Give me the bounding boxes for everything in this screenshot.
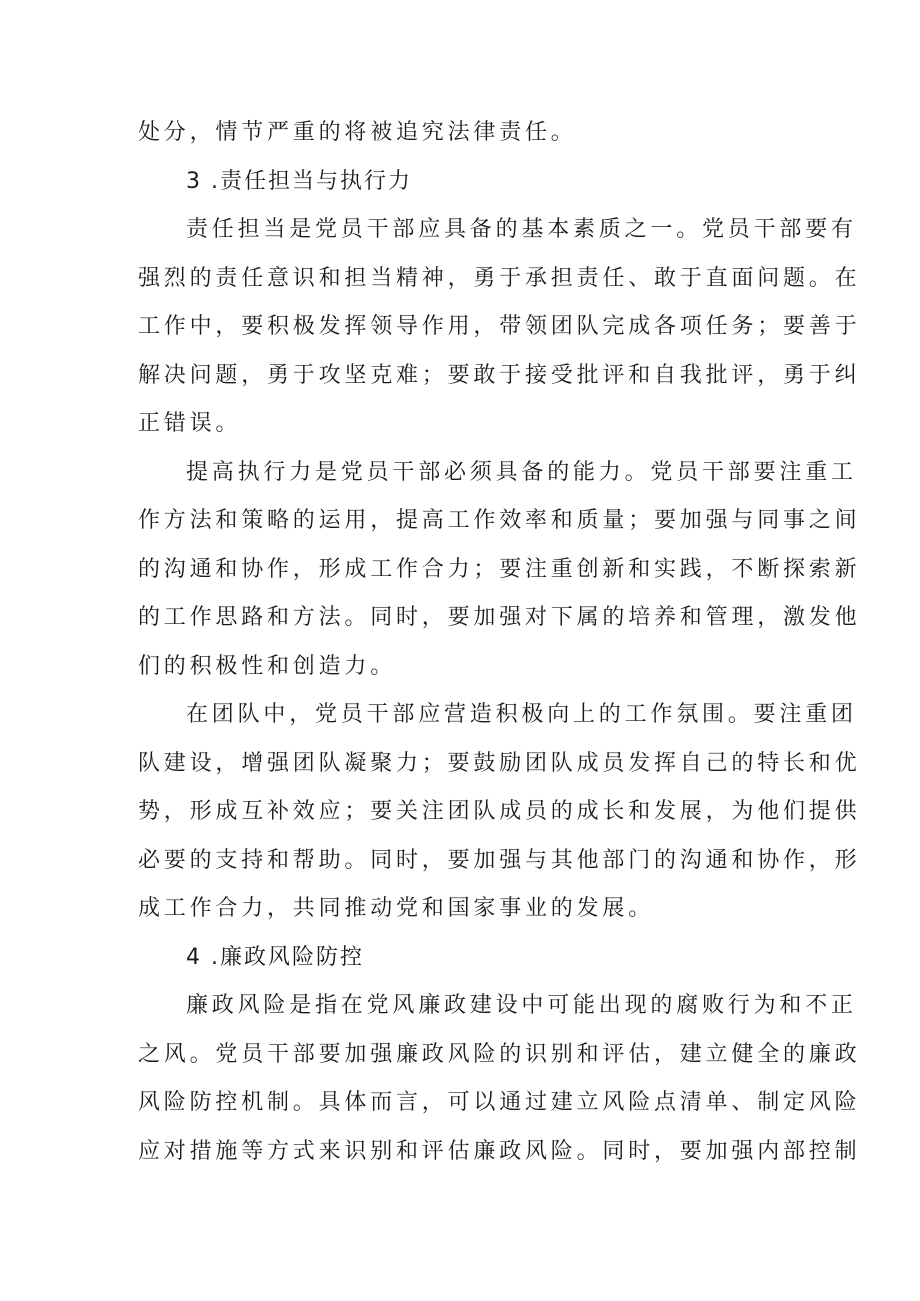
paragraph-line: 工作中，要积极发挥领导作用，带领团队完成各项任务；要善于	[138, 314, 861, 339]
paragraph-line: 提高执行力是党员干部必须具备的能力。党员干部要注重工	[186, 459, 857, 485]
document-body	[138, 109, 861, 1176]
paragraph-line: 在团队中，党员干部应营造积极向上的工作氛围。要注重团	[186, 702, 857, 727]
paragraph-line: 队建设，增强团队凝聚力；要鼓励团队成员发挥自己的特长和优	[138, 750, 861, 776]
paragraph-line: 势，形成互补效应；要关注团队成员的成长和发展，为他们提供	[138, 799, 861, 824]
paragraph-line: 强烈的责任意识和担当精神，勇于承担责任、敢于直面问题。在	[138, 265, 861, 291]
paragraph-line: 的沟通和协作，形成工作合力；要注重创新和实践，不断探索新	[138, 556, 861, 582]
paragraph-line: 们的积极性和创造力。	[138, 653, 397, 679]
section-heading-4: 4 .廉政风险防控	[186, 944, 364, 970]
paragraph-line: 之风。党员干部要加强廉政风险的识别和评估，建立健全的廉政	[138, 1041, 861, 1067]
paragraph-line: 的工作思路和方法。同时，要加强对下属的培养和管理，激发他	[138, 605, 861, 630]
paragraph-line: 作方法和策略的运用，提高工作效率和质量；要加强与同事之间	[138, 508, 861, 533]
paragraph-line: 解决问题，勇于攻坚克难；要敢于接受批评和自我批评，勇于纠	[138, 362, 861, 388]
paragraph-line: 责任担当是党员干部应具备的基本素质之一。党员干部要有	[186, 217, 857, 242]
paragraph-line: 应对措施等方式来识别和评估廉政风险。同时，要加强内部控制	[138, 1138, 861, 1164]
paragraph-line: 处分，情节严重的将被追究法律责任。	[138, 120, 577, 145]
paragraph-line: 成工作合力，共同推动党和国家事业的发展。	[138, 896, 655, 921]
paragraph-line: 风险防控机制。具体而言，可以通过建立风险点清单、制定风险	[138, 1090, 861, 1115]
paragraph-line: 必要的支持和帮助。同时，要加强与其他部门的沟通和协作，形	[138, 847, 861, 873]
section-heading-3: 3 .责任担当与执行力	[186, 168, 412, 194]
paragraph-line: 正错误。	[138, 411, 242, 436]
paragraph-line: 廉政风险是指在党风廉政建设中可能出现的腐败行为和不正	[186, 993, 857, 1018]
